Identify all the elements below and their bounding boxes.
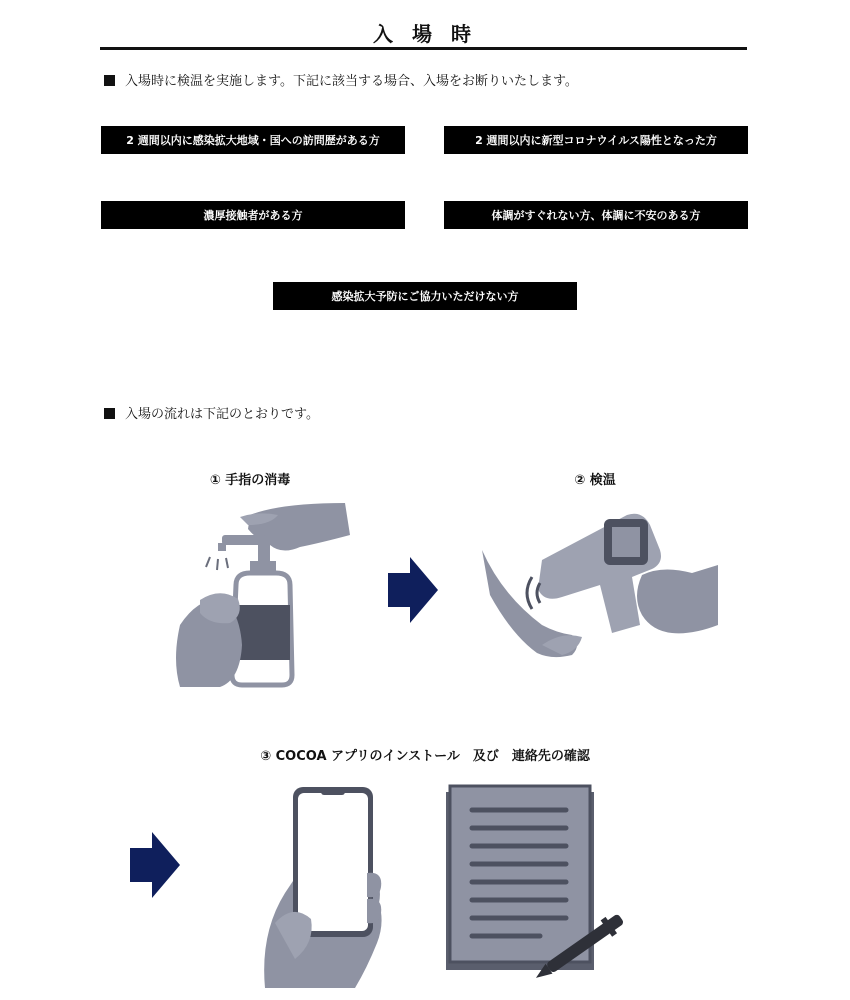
- condition-box-visit-history: 2 週間以内に感染拡大地域・国への訪問歴がある方: [101, 126, 405, 154]
- square-bullet-icon: [104, 408, 115, 419]
- notice-entry-check-text: 入場時に検温を実施します。下記に該当する場合、入場をお断りいたします。: [125, 74, 578, 89]
- notice-entry-flow: [104, 403, 319, 422]
- square-bullet-icon: [104, 75, 115, 86]
- condition-box-noncooperation: 感染拡大予防にご協力いただけない方: [273, 282, 577, 310]
- smartphone-illustration: [255, 783, 395, 988]
- condition-box-positive: 2 週間以内に新型コロナウイルス陽性となった方: [444, 126, 748, 154]
- title-divider: [100, 47, 747, 50]
- notice-entry-check: [104, 70, 578, 89]
- arrow-right-icon: [388, 557, 438, 623]
- document-pen-illustration: [440, 780, 640, 980]
- step-3-label: ③ COCOA アプリのインストール 及び 連絡先の確認: [260, 749, 590, 764]
- notice-entry-flow-text: 入場の流れは下記のとおりです。: [125, 407, 319, 422]
- sanitizer-illustration: [170, 495, 360, 690]
- thermometer-illustration: [482, 505, 722, 685]
- page-title: 入 場 時: [373, 22, 477, 46]
- step-2-label: ② 検温: [574, 473, 616, 488]
- condition-box-close-contact: 濃厚接触者がある方: [101, 201, 405, 229]
- step-1-label: ① 手指の消毒: [209, 473, 291, 488]
- condition-box-unwell: 体調がすぐれない方、体調に不安のある方: [444, 201, 748, 229]
- arrow-right-icon: [130, 832, 180, 898]
